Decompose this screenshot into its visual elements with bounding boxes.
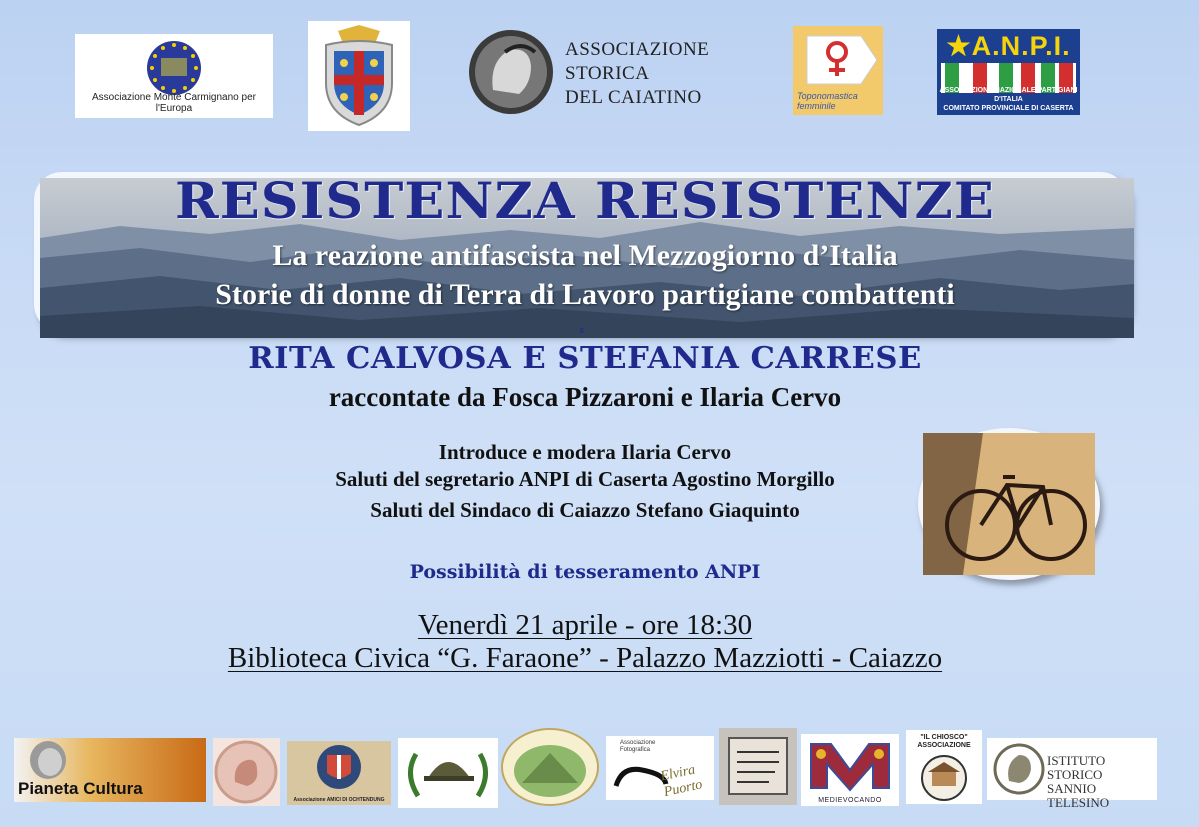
istituto-line-1: ISTITUTO STORICO: [1047, 753, 1106, 782]
topo-line-1: Toponomastica: [797, 91, 858, 101]
athena-coin-icon: [465, 28, 559, 116]
ornate-m-icon: [801, 734, 899, 794]
logo-helmet-wreath: [398, 738, 498, 808]
foto-line-2: Fotografica: [620, 747, 651, 753]
logo-amici-ochtendung: [287, 741, 391, 805]
anpi-title: A.N.P.I.: [971, 31, 1071, 61]
event-date-text: Venerdì 21 aprile - ore 18:30: [417, 609, 753, 641]
topo-line-2: femminile: [797, 101, 836, 111]
female-symbol-sign-icon: [793, 26, 883, 96]
foto-line-1: Associazione: [620, 740, 656, 746]
logo-comune-caiazzo: [308, 21, 410, 131]
logo-parchment: [719, 728, 797, 805]
event-place-text: Biblioteca Civica “G. Faraone” - Palazzo Mazziotti - Caiazzo: [227, 642, 943, 674]
logo-rooster-seal: [213, 738, 280, 806]
membership-note: Possibilità di tesseramento ANPI: [409, 561, 761, 583]
logo-istituto-storico: [987, 738, 1157, 810]
pianeta-cultura-label: Pianeta Cultura: [18, 779, 143, 798]
event-date: [0, 609, 1170, 642]
intro-line-mayor-greeting: Saluti del Sindaco di Caiazzo Stefano Giaquinto: [370, 498, 800, 522]
protagonists-names: RITA CALVOSA E STEFANIA CARRESE: [248, 341, 922, 376]
banner-subtitle-2: Storie di donne di Terra di Lavoro partigiane combattenti: [215, 278, 955, 311]
logo-circolo-marrocco: [500, 727, 600, 807]
storica-line-1: ASSOCIAZIONE: [565, 39, 710, 60]
intro-line-anpi-greeting: Saluti del segretario ANPI di Caserta Agostino Morgillo: [335, 467, 835, 491]
logo-medievocando: [801, 734, 899, 806]
medievo-label: MEDIEVOCANDO: [818, 797, 882, 804]
logo-anpi: [937, 29, 1080, 115]
parchment-scroll-icon: [719, 728, 797, 805]
ochtendung-crest-icon: [287, 741, 391, 793]
logo-pianeta-cultura: [14, 738, 206, 802]
told-by-line: raccontate da Fosca Pizzaroni e Ilaria Cervo: [328, 382, 842, 412]
anpi-caption-2: COMITATO PROVINCIALE DI CASERTA: [943, 105, 1074, 112]
bicycle-icon: [923, 433, 1095, 575]
statue-head-icon: [20, 740, 80, 780]
chiosco-line-2: ASSOCIAZIONE: [917, 742, 971, 749]
logo-caption: Associazione Monte Carmignano per l'Europa: [92, 92, 256, 114]
connector-e: E: [580, 327, 585, 335]
logo-toponomastica-femminile: [793, 26, 883, 115]
chiosco-line-1: "IL CHIOSCO": [920, 734, 968, 741]
star-icon: ★: [946, 31, 972, 61]
coat-of-arms-icon: [308, 21, 410, 131]
logo-il-chiosco: [906, 730, 982, 804]
event-title: RESISTENZA RESISTENZE: [175, 171, 995, 230]
foto-name: Elvira Puorto: [659, 762, 704, 801]
anpi-caption-1: ASSOCIAZIONE NAZIONALE PARTIGIANI D'ITALIA: [939, 87, 1078, 103]
bicycle-image: [918, 428, 1100, 580]
istituto-line-2: SANNIO TELESINO: [1047, 781, 1110, 810]
intro-line-moderator: Introduce e modera Ilaria Cervo: [438, 440, 732, 464]
laurel-profile-icon: [991, 741, 1047, 797]
cultural-association-oval-icon: [500, 727, 600, 807]
event-place: [0, 642, 1170, 675]
logo-associazione-fotografica: [606, 736, 714, 800]
rooster-seal-icon: [213, 738, 280, 806]
storica-line-3: DEL CAIATINO: [565, 87, 702, 108]
storica-line-2: STORICA: [565, 63, 650, 84]
helmet-wreath-icon: [398, 738, 498, 808]
logo-monte-carmignano: [75, 34, 273, 118]
logo-associazione-storica: [465, 28, 723, 116]
banner-subtitle-1: La reazione antifascista nel Mezzogiorno d’Italia: [272, 239, 898, 272]
ochtendung-label: Associazione AMICI DI OCHTENDUNG: [293, 797, 385, 803]
